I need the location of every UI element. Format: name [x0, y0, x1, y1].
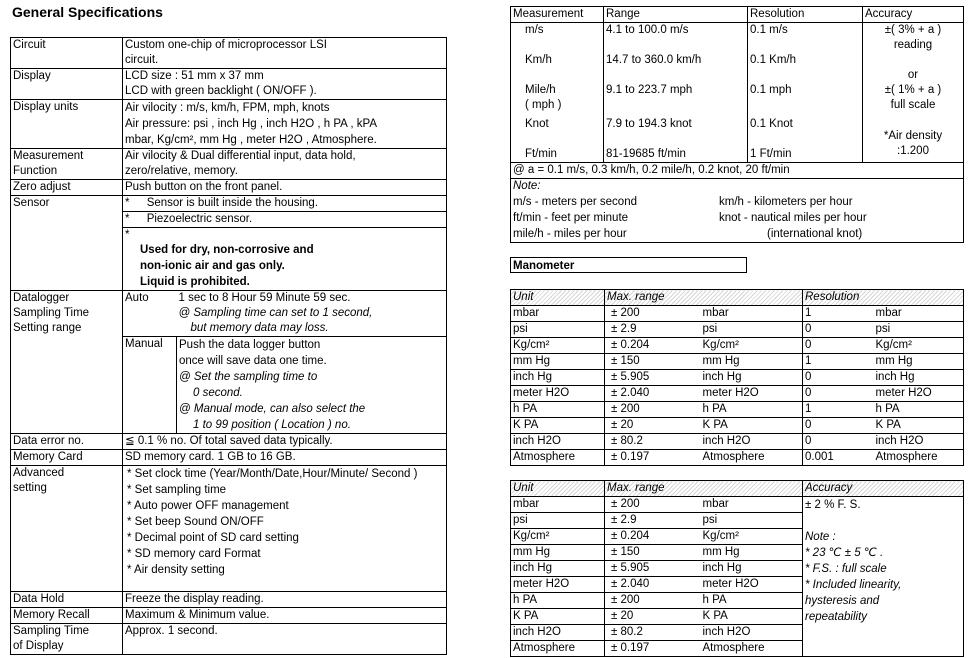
unit-cell: inch Hg — [511, 370, 605, 386]
resolution-cell: 0.001 — [803, 450, 866, 466]
value-line: zero/relative, memory. — [125, 165, 238, 177]
advanced-item: * Air density setting — [127, 564, 225, 576]
accuracy-line: *Air density — [883, 130, 943, 142]
header-cell: Range — [604, 7, 748, 23]
header-row — [511, 290, 964, 306]
unit-cell: inch Hg — [511, 561, 605, 577]
max-range-cell: ± 0.204 — [605, 529, 701, 545]
value-line: ≦ 0.1 % no. Of total saved data typically. — [123, 434, 447, 450]
max-range-cell: ± 2.040 — [605, 577, 701, 593]
page-title: General Specifications — [12, 4, 163, 20]
note-item: * Included linearity, — [805, 579, 902, 591]
label: Sampling Time — [13, 307, 90, 319]
range-unit-cell: psi — [701, 322, 803, 338]
unit-cell: mm Hg — [511, 354, 605, 370]
range-unit-cell: K PA — [701, 418, 803, 434]
max-range-cell: ± 2.9 — [605, 513, 701, 529]
header-cell: Accuracy — [803, 481, 964, 497]
value-line: Push button on the front panel. — [123, 180, 447, 196]
row-sensor — [11, 196, 447, 291]
value-line: Air vilocity & Dual differential input, data hold, — [125, 150, 356, 162]
range-unit-cell: Kg/cm² — [701, 338, 803, 354]
advanced-item: * Decimal point of SD card setting — [127, 532, 299, 544]
resolution-cell: 0.1 m/s — [748, 23, 863, 54]
accuracy-line: ±( 3% + a ) — [884, 24, 942, 36]
manometer-title: Manometer — [510, 257, 747, 273]
resolution-unit-cell: Kg/cm² — [866, 338, 964, 354]
note-label: Note: — [513, 180, 541, 192]
table-row — [511, 23, 964, 54]
resolution-cell: 0 — [803, 434, 866, 450]
range-unit-cell: mbar — [701, 306, 803, 322]
resolution-cell: 0 — [803, 418, 866, 434]
table-row — [511, 497, 964, 513]
notes-row — [511, 179, 964, 243]
table-row — [511, 306, 964, 322]
resolution-unit-cell: h PA — [866, 402, 964, 418]
footnote: @ a = 0.1 m/s, 0.3 km/h, 0.2 mile/h, 0.2 knot, 20 ft/min — [511, 163, 964, 179]
label: Datalogger — [13, 292, 70, 304]
range-cell: 9.1 to 223.7 mph — [604, 83, 748, 117]
label: Display units — [11, 100, 123, 149]
value-line: Air vilocity : m/s, km/h, FPM, mph, knots — [125, 102, 330, 114]
unit-cell: meter H2O — [511, 386, 605, 402]
footnote-row — [511, 163, 964, 179]
max-range-cell: ± 150 — [605, 545, 701, 561]
value-line: Approx. 1 second. — [123, 624, 447, 655]
header-row — [511, 7, 964, 23]
header-cell: Accuracy — [863, 7, 964, 23]
unit-cell: Kg/cm² — [511, 338, 605, 354]
value-line: SD memory card. 1 GB to 16 GB. — [123, 450, 447, 466]
label: Display — [11, 69, 123, 100]
resolution-cell: 0.1 Knot — [748, 117, 863, 147]
advanced-item: * Set beep Sound ON/OFF — [127, 516, 264, 528]
value-line: Custom one-chip of microprocessor LSI — [125, 39, 327, 51]
header-cell: Max. range — [605, 290, 803, 306]
manual-line: 1 to 99 position ( Location ) no. — [193, 419, 351, 431]
value-line: Maximum & Minimum value. — [123, 608, 447, 624]
manual-line: once will save data one time. — [179, 355, 327, 367]
unit-cell: K PA — [511, 418, 605, 434]
unit-cell: inch H2O — [511, 434, 605, 450]
unit-cell: ( mph ) — [525, 99, 562, 111]
header-cell: Unit — [511, 481, 605, 497]
unit-cell: Atmosphere — [511, 450, 605, 466]
label: Memory Card — [11, 450, 123, 466]
accuracy-cell — [863, 23, 964, 163]
unit-cell: Knot — [511, 117, 604, 147]
range-unit-cell: inch Hg — [701, 561, 803, 577]
unit-cell: mbar — [511, 497, 605, 513]
label: Data Hold — [11, 592, 123, 608]
range-unit-cell: meter H2O — [701, 577, 803, 593]
value-line: Air pressure: psi , inch Hg , inch H2O , h PA , kPA — [125, 118, 378, 130]
table-row — [511, 434, 964, 450]
auto-label: Auto — [123, 291, 177, 337]
label: Zero adjust — [11, 180, 123, 196]
resolution-cell: 0.1 mph — [748, 83, 863, 117]
resolution-unit-cell: Atmosphere — [866, 450, 964, 466]
unit-cell: m/s — [511, 23, 604, 54]
note-item: hysteresis and — [805, 595, 880, 607]
table-row — [511, 418, 964, 434]
value-line: LCD with green backlight ( ON/OFF ). — [125, 85, 317, 97]
row-circuit — [11, 38, 447, 69]
unit-cell: meter H2O — [511, 577, 605, 593]
advanced-item: * SD memory card Format — [127, 548, 261, 560]
unit-cell: Mile/h — [525, 84, 556, 96]
value-line: circuit. — [125, 54, 159, 66]
max-range-cell: ± 150 — [605, 354, 701, 370]
label: Setting range — [13, 322, 82, 334]
max-range-cell: ± 5.905 — [605, 370, 701, 386]
row-display-units — [11, 100, 447, 149]
resolution-unit-cell: psi — [866, 322, 964, 338]
sensor-note: Liquid is prohibited. — [140, 276, 250, 288]
row-data-error — [11, 434, 447, 450]
resolution-cell: 0 — [803, 338, 866, 354]
resolution-cell: 1 — [803, 306, 866, 322]
label: Advanced — [13, 467, 65, 479]
unit-cell: mm Hg — [511, 545, 605, 561]
range-cell: 14.7 to 360.0 km/h — [604, 53, 748, 83]
table-row — [511, 354, 964, 370]
row-memory-recall — [11, 608, 447, 624]
unit-cell: h PA — [511, 402, 605, 418]
row-data-hold — [11, 592, 447, 608]
unit-cell: Km/h — [511, 53, 604, 83]
label: Circuit — [11, 38, 123, 69]
header-row — [511, 481, 964, 497]
max-range-cell: ± 2.040 — [605, 386, 701, 402]
note-item: * 23 ℃ ± 5 ℃ . — [805, 547, 884, 559]
advanced-item: * Set sampling time — [127, 484, 227, 496]
header-cell: Resolution — [748, 7, 863, 23]
max-range-cell: ± 0.197 — [605, 450, 701, 466]
label: Sampling Time — [13, 625, 90, 637]
table-row — [511, 338, 964, 354]
table-row — [511, 450, 964, 466]
header-cell: Max. range — [605, 481, 803, 497]
bullet: * — [125, 229, 130, 241]
advanced-item: * Set clock time (Year/Month/Date,Hour/Minute/ Second ) — [127, 468, 418, 480]
max-range-cell: ± 80.2 — [605, 434, 701, 450]
max-range-cell: ± 20 — [605, 609, 701, 625]
range-cell: 7.9 to 194.3 knot — [604, 117, 748, 147]
sensor-note: Used for dry, non-corrosive and — [140, 244, 314, 256]
label: setting — [13, 482, 47, 494]
accuracy-line: or — [907, 69, 919, 81]
note-item: km/h - kilometers per hour — [719, 196, 853, 208]
sensor-item: Sensor is built inside the housing. — [146, 197, 319, 209]
range-unit-cell: mm Hg — [701, 354, 803, 370]
max-range-cell: ± 80.2 — [605, 625, 701, 641]
resolution-cell: 1 Ft/min — [748, 147, 863, 163]
value-line: Freeze the display reading. — [123, 592, 447, 608]
resolution-unit-cell: mm Hg — [866, 354, 964, 370]
range-cell: 81-19685 ft/min — [604, 147, 748, 163]
table-row — [511, 322, 964, 338]
manual-line: Push the data logger button — [179, 339, 321, 351]
row-memory-card — [11, 450, 447, 466]
range-unit-cell: meter H2O — [701, 386, 803, 402]
max-range-cell: ± 200 — [605, 497, 701, 513]
accuracy-cell — [803, 497, 964, 657]
manual-line: @ Set the sampling time to — [179, 371, 318, 383]
resolution-cell: 0 — [803, 322, 866, 338]
resolution-unit-cell: meter H2O — [866, 386, 964, 402]
air-velocity-table — [510, 6, 964, 243]
label: of Display — [13, 640, 64, 652]
general-specs-table — [10, 37, 447, 655]
resolution-cell: 0 — [803, 386, 866, 402]
sensor-note: non-ionic air and gas only. — [140, 260, 285, 272]
max-range-cell: ± 5.905 — [605, 561, 701, 577]
label: Data error no. — [11, 434, 123, 450]
label: Memory Recall — [11, 608, 123, 624]
max-range-cell: ± 0.197 — [605, 641, 701, 657]
resolution-cell: 1 — [803, 354, 866, 370]
manual-label: Manual — [123, 337, 177, 434]
resolution-cell: 0 — [803, 370, 866, 386]
unit-cell: psi — [511, 322, 605, 338]
manometer-accuracy-table — [510, 480, 964, 657]
note-item: knot - nautical miles per hour — [719, 212, 867, 224]
accuracy-line: reading — [893, 39, 933, 51]
manometer-body — [511, 306, 964, 466]
resolution-unit-cell: inch H2O — [866, 434, 964, 450]
row-display — [11, 69, 447, 100]
unit-cell: K PA — [511, 609, 605, 625]
unit-cell: psi — [511, 513, 605, 529]
label: Function — [13, 165, 58, 177]
max-range-cell: ± 2.9 — [605, 322, 701, 338]
range-unit-cell: inch H2O — [701, 625, 803, 641]
note-label: Note : — [805, 531, 836, 543]
range-unit-cell: mbar — [701, 497, 803, 513]
accuracy-line: ±( 1% + a ) — [884, 84, 942, 96]
auto-line: @ Sampling time can set to 1 second, — [178, 307, 373, 319]
table-row — [511, 370, 964, 386]
auto-line: but memory data may loss. — [190, 322, 329, 334]
value-line: LCD size : 51 mm x 37 mm — [125, 70, 264, 82]
unit-cell: mbar — [511, 306, 605, 322]
note-item: m/s - meters per second — [513, 196, 637, 208]
unit-cell: inch H2O — [511, 625, 605, 641]
label: Measurement — [13, 150, 84, 162]
row-datalogger-auto — [11, 291, 447, 337]
sensor-item: Piezoelectric sensor. — [146, 213, 253, 225]
bullet: * — [125, 213, 130, 225]
max-range-cell: ± 0.204 — [605, 338, 701, 354]
advanced-item: * Auto power OFF management — [127, 500, 289, 512]
table-row — [511, 402, 964, 418]
value-line: mbar, Kg/cm², mm Hg , meter H2O , Atmosphere. — [125, 134, 377, 146]
max-range-cell: ± 200 — [605, 593, 701, 609]
note-item: ft/min - feet per minute — [513, 212, 629, 224]
max-range-cell: ± 20 — [605, 418, 701, 434]
resolution-unit-cell: K PA — [866, 418, 964, 434]
manometer-resolution-table — [510, 289, 964, 466]
row-measurement — [11, 149, 447, 180]
row-advanced — [11, 466, 447, 592]
accuracy-value: ± 2 % F. S. — [805, 499, 861, 511]
range-cell: 4.1 to 100.0 m/s — [604, 23, 748, 54]
row-zero-adjust — [11, 180, 447, 196]
accuracy-line: full scale — [890, 99, 936, 111]
range-unit-cell: Kg/cm² — [701, 529, 803, 545]
range-unit-cell: Atmosphere — [701, 641, 803, 657]
range-unit-cell: inch H2O — [701, 434, 803, 450]
manual-line: @ Manual mode, can also select the — [179, 403, 366, 415]
row-sampling-display — [11, 624, 447, 655]
accuracy-body — [511, 497, 964, 657]
header-cell: Measurement — [511, 7, 604, 23]
manual-line: 0 second. — [193, 387, 243, 399]
range-unit-cell: Atmosphere — [701, 450, 803, 466]
max-range-cell: ± 200 — [605, 402, 701, 418]
range-unit-cell: psi — [701, 513, 803, 529]
resolution-cell: 0.1 Km/h — [748, 53, 863, 83]
note-item: mile/h - miles per hour — [513, 228, 627, 240]
note-item: (international knot) — [767, 228, 863, 240]
label: Sensor — [11, 196, 123, 291]
note-item: * F.S. : full scale — [805, 563, 887, 575]
unit-cell: Ft/min — [511, 147, 604, 163]
header-cell: Unit — [511, 290, 605, 306]
table-row — [511, 386, 964, 402]
range-unit-cell: h PA — [701, 593, 803, 609]
range-unit-cell: K PA — [701, 609, 803, 625]
resolution-cell: 1 — [803, 402, 866, 418]
range-unit-cell: mm Hg — [701, 545, 803, 561]
note-item: repeatability — [805, 611, 868, 623]
accuracy-line: :1.200 — [897, 145, 929, 157]
bullet: * — [125, 197, 130, 209]
unit-cell: Kg/cm² — [511, 529, 605, 545]
unit-cell: Atmosphere — [511, 641, 605, 657]
range-unit-cell: inch Hg — [701, 370, 803, 386]
header-cell: Resolution — [803, 290, 964, 306]
auto-line: 1 sec to 8 Hour 59 Minute 59 sec. — [178, 292, 351, 304]
range-unit-cell: h PA — [701, 402, 803, 418]
unit-cell: h PA — [511, 593, 605, 609]
max-range-cell: ± 200 — [605, 306, 701, 322]
resolution-unit-cell: mbar — [866, 306, 964, 322]
resolution-unit-cell: inch Hg — [866, 370, 964, 386]
